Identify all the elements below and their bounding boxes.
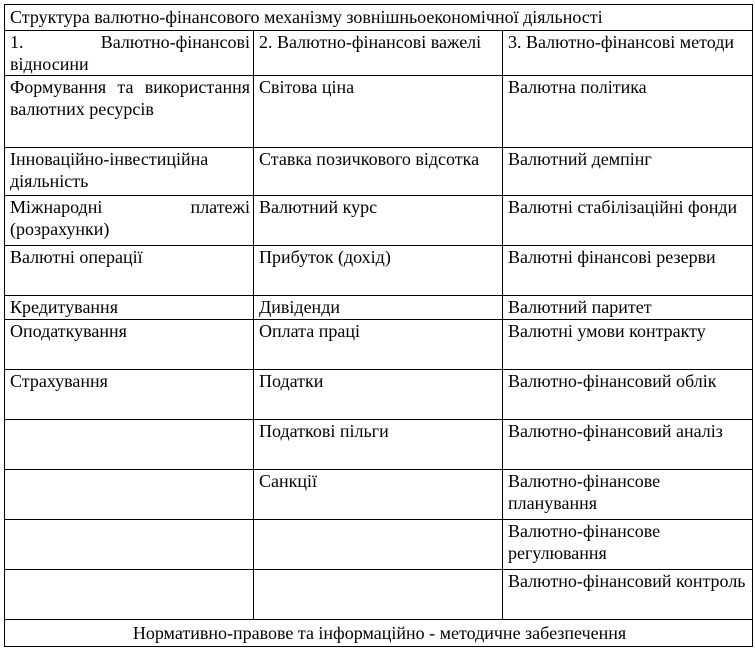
table-row	[5, 570, 753, 620]
methods-cell: Валютно-фінансовий контроль	[503, 570, 753, 620]
table-row	[5, 470, 753, 520]
table-row	[5, 196, 753, 246]
relations-cell	[5, 470, 254, 520]
title-row	[5, 5, 753, 31]
levers-cell: Ставка позичкового відсотка	[254, 148, 503, 196]
levers-cell	[254, 520, 503, 570]
table-row	[5, 370, 753, 420]
table-title: Структура валютно-фінансового механізму зовнішньоекономічної діяльності	[5, 5, 753, 31]
relations-cell: Кредитування	[5, 296, 254, 320]
table-row	[5, 520, 753, 570]
table-row	[5, 296, 753, 320]
methods-cell: Валютно-фінансовий аналіз	[503, 420, 753, 470]
methods-cell: Валютно-фінансове планування	[503, 470, 753, 520]
header-relations: 1. Валютно-фінансові відносини	[5, 31, 254, 76]
relations-cell: Міжнародні платежі (розрахунки)	[5, 196, 254, 246]
levers-cell: Податкові пільги	[254, 420, 503, 470]
relations-cell: Страхування	[5, 370, 254, 420]
relations-cell: Оподаткування	[5, 320, 254, 370]
relations-cell: Інноваційно-інвестиційна діяльність	[5, 148, 254, 196]
mechanism-structure-table	[4, 4, 753, 647]
table-row	[5, 320, 753, 370]
levers-cell: Оплата праці	[254, 320, 503, 370]
table-row	[5, 246, 753, 296]
levers-cell: Податки	[254, 370, 503, 420]
methods-cell: Валютні фінансові резерви	[503, 246, 753, 296]
header-levers: 2. Валютно-фінансові важелі	[254, 31, 503, 76]
methods-cell: Валютні стабілізаційні фонди	[503, 196, 753, 246]
levers-cell: Санкції	[254, 470, 503, 520]
footer-row	[5, 620, 753, 647]
relations-cell: Валютні операції	[5, 246, 254, 296]
methods-cell: Валютна політика	[503, 76, 753, 148]
levers-cell: Валютний курс	[254, 196, 503, 246]
methods-cell: Валютно-фінансовий облік	[503, 370, 753, 420]
header-methods: 3. Валютно-фінансові методи	[503, 31, 753, 76]
table-row	[5, 420, 753, 470]
relations-cell: Формування та використання валютних ресурсів	[5, 76, 254, 148]
relations-cell	[5, 520, 254, 570]
table-row	[5, 148, 753, 196]
levers-cell: Світова ціна	[254, 76, 503, 148]
levers-cell: Дивіденди	[254, 296, 503, 320]
methods-cell: Валютний паритет	[503, 296, 753, 320]
methods-cell: Валютні умови контракту	[503, 320, 753, 370]
levers-cell	[254, 570, 503, 620]
levers-cell: Прибуток (дохід)	[254, 246, 503, 296]
table-footer: Нормативно-правове та інформаційно - методичне забезпечення	[5, 620, 753, 647]
relations-cell	[5, 420, 254, 470]
header-row	[5, 31, 753, 76]
methods-cell: Валютно-фінансове регулювання	[503, 520, 753, 570]
table-row	[5, 76, 753, 148]
methods-cell: Валютний демпінг	[503, 148, 753, 196]
relations-cell	[5, 570, 254, 620]
